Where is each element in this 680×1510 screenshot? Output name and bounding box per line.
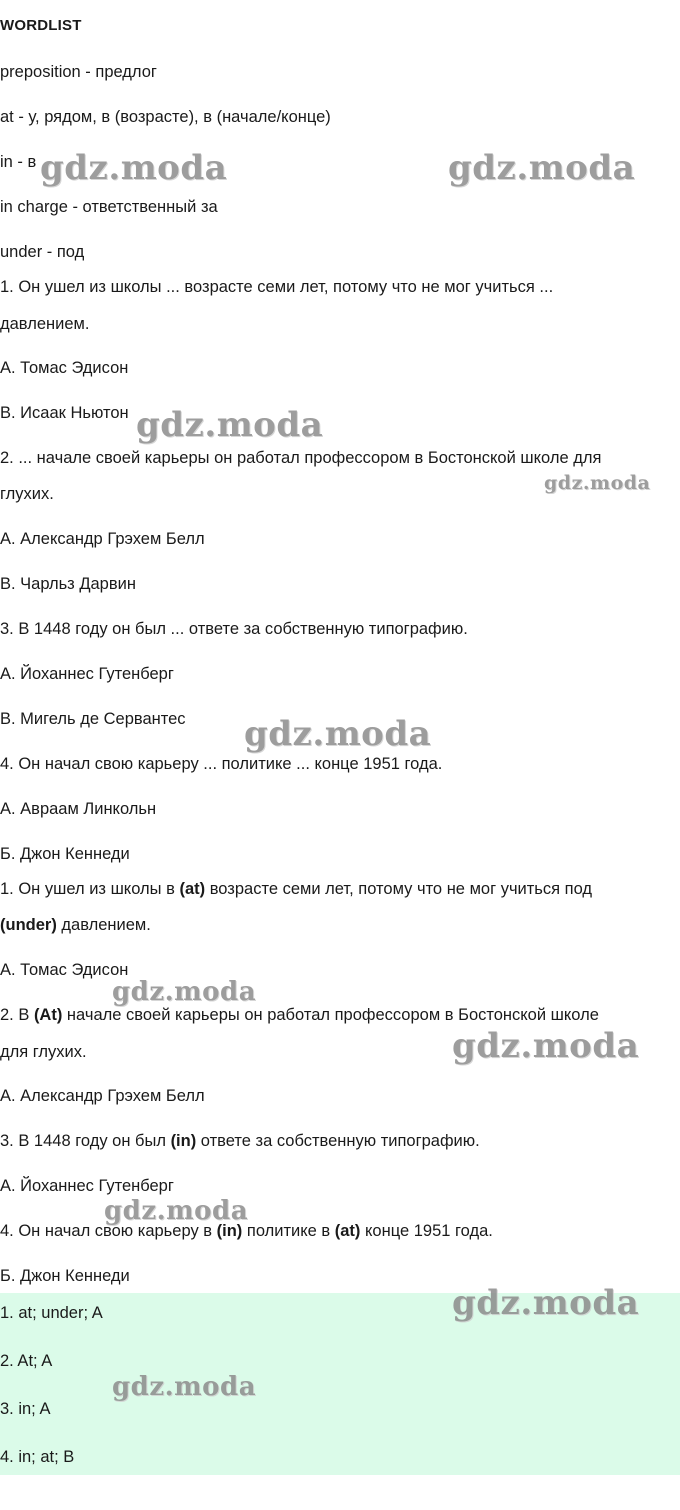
answer-option: B. Исаак Ньютон bbox=[0, 404, 129, 422]
question-text: 3. В 1448 году он был ... ответе за собственную типографию. bbox=[0, 620, 468, 638]
answer-key: 2. At; A bbox=[0, 1352, 53, 1370]
question-text: глухих. bbox=[0, 485, 54, 503]
answer-option: A. Авраам Линкольн bbox=[0, 800, 157, 818]
filled-sentence: (under) давлением. bbox=[0, 916, 151, 934]
filled-answer: A. Томас Эдисон bbox=[0, 961, 129, 979]
question-text: 1. Он ушел из школы ... возрасте семи лет, потому что не мог учиться ... bbox=[0, 278, 554, 296]
answer-option: B. Чарльз Дарвин bbox=[0, 575, 136, 593]
watermark: gdz.moda bbox=[452, 1026, 640, 1066]
filled-answer: A. Йоханнес Гутенберг bbox=[0, 1177, 174, 1195]
answer-option: A. Йоханнес Гутенберг bbox=[0, 665, 174, 683]
watermark: gdz.moda bbox=[104, 1196, 249, 1226]
wordlist-item: in - в bbox=[0, 153, 37, 171]
question-text: давлением. bbox=[0, 315, 90, 333]
question-text: 2. ... начале своей карьеры он работал профессором в Бостонской школе для bbox=[0, 449, 602, 467]
filled-sentence: 2. В (At) начале своей карьеры он работал профессором в Бостонской школе bbox=[0, 1006, 599, 1024]
watermark: gdz.moda bbox=[448, 148, 636, 188]
watermark: gdz.moda bbox=[112, 1372, 257, 1402]
answer-key: 1. at; under; A bbox=[0, 1304, 103, 1322]
watermark: gdz.moda bbox=[452, 1283, 640, 1323]
filled-sentence: 4. Он начал свою карьеру в (in) политике в (at) конце 1951 года. bbox=[0, 1222, 493, 1240]
wordlist-item: in charge - ответственный за bbox=[0, 198, 218, 216]
watermark: gdz.moda bbox=[244, 714, 432, 754]
wordlist-item: under - под bbox=[0, 243, 85, 261]
question-text: 4. Он начал свою карьеру ... политике ... конце 1951 года. bbox=[0, 755, 443, 773]
filled-sentence: 3. В 1448 году он был (in) ответе за собственную типографию. bbox=[0, 1132, 480, 1150]
watermark: gdz.moda bbox=[136, 405, 324, 445]
wordlist-item: at - у, рядом, в (возрасте), в (начале/конце) bbox=[0, 108, 331, 126]
filled-sentence: для глухих. bbox=[0, 1043, 87, 1061]
watermark: gdz.moda bbox=[544, 472, 651, 494]
filled-answer: Б. Джон Кеннеди bbox=[0, 1267, 130, 1285]
answer-option: Б. Джон Кеннеди bbox=[0, 845, 130, 863]
answer-option: A. Александр Грэхем Белл bbox=[0, 530, 205, 548]
filled-answer: A. Александр Грэхем Белл bbox=[0, 1087, 205, 1105]
wordlist-title: WORDLIST bbox=[0, 17, 82, 34]
answer-key: 4. in; at; B bbox=[0, 1448, 75, 1466]
filled-sentence: 1. Он ушел из школы в (at) возрасте семи лет, потому что не мог учиться под bbox=[0, 880, 593, 898]
wordlist-item: preposition - предлог bbox=[0, 63, 157, 81]
watermark: gdz.moda bbox=[112, 977, 257, 1007]
answer-key: 3. in; A bbox=[0, 1400, 51, 1418]
answer-option: B. Мигель де Сервантес bbox=[0, 710, 186, 728]
answer-option: A. Томас Эдисон bbox=[0, 359, 129, 377]
watermark: gdz.moda bbox=[40, 148, 228, 188]
